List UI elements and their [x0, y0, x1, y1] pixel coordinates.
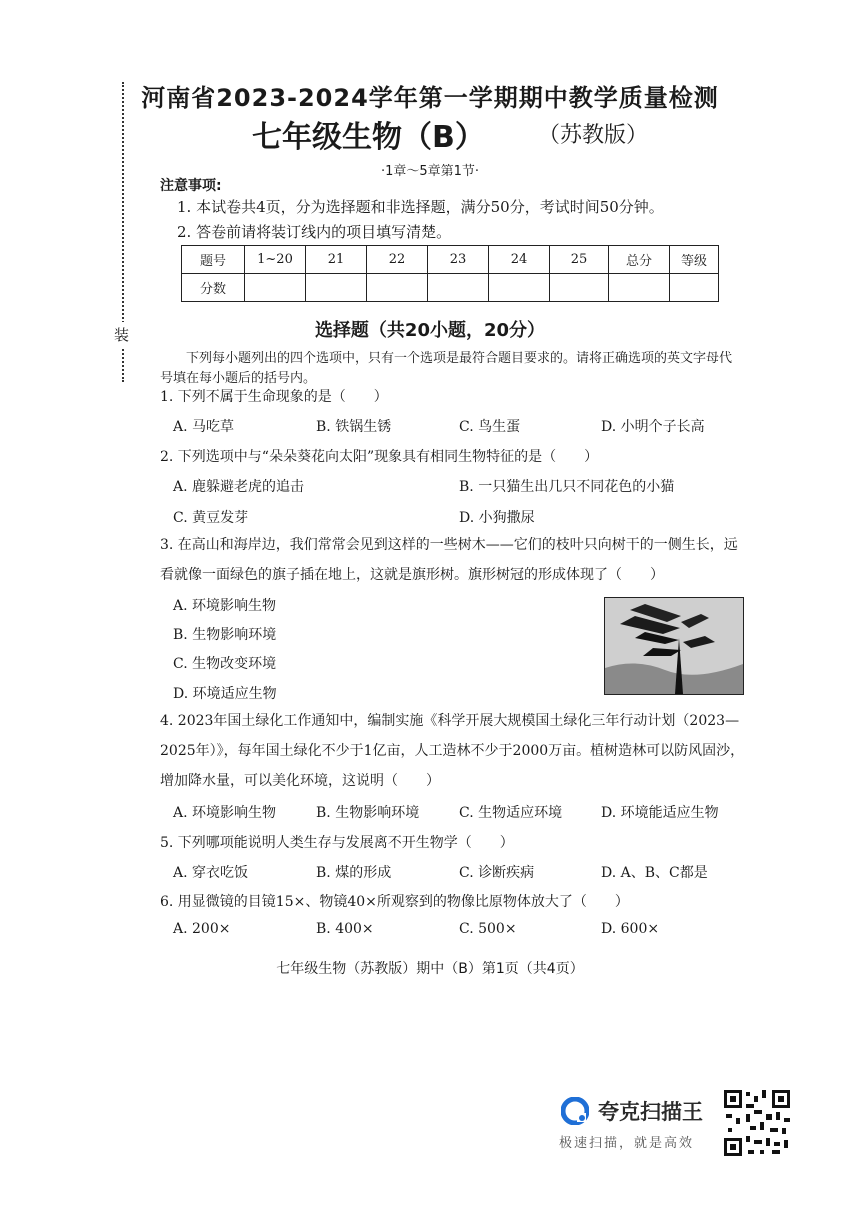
- score-header-cell: 25: [550, 246, 609, 274]
- score-table-header-row: [182, 246, 719, 274]
- question-option: A. 马吃草: [173, 419, 235, 435]
- score-header-cell: 24: [489, 246, 550, 274]
- score-header-cell: 等级: [670, 246, 719, 274]
- exam-title: 河南省2023-2024学年第一学期期中教学质量检测: [141, 84, 719, 112]
- question-option: D. 小明个子长高: [601, 419, 705, 435]
- flag-tree-image: [604, 597, 744, 695]
- score-table-score-row: [182, 274, 719, 302]
- score-cell[interactable]: [245, 274, 306, 302]
- question-stem: 6. 用显微镜的目镜15×、物镜40×所观察到的物像比原物体放大了（ ）: [160, 894, 629, 910]
- page-footer: 七年级生物（苏教版）期中（B）第1页（共4页）: [276, 961, 584, 977]
- question-option: D. 小狗撒尿: [459, 510, 535, 526]
- score-cell[interactable]: [550, 274, 609, 302]
- question-option: A. 穿衣吃饭: [173, 865, 249, 881]
- score-cell[interactable]: [489, 274, 550, 302]
- question-option: D. 600×: [601, 921, 660, 937]
- score-header-cell: 21: [306, 246, 367, 274]
- question-stem: 3. 在高山和海岸边，我们常常会见到这样的一些树木——它们的枝叶只向树干的一侧生长，远看就像一面绿色的旗子插在地上，这就是旗形树。旗形树冠的形成体现了（ ）: [160, 537, 738, 583]
- score-header-cell: 22: [367, 246, 428, 274]
- section-heading: 选择题（共20小题，20分）: [314, 320, 546, 341]
- score-cell[interactable]: [609, 274, 670, 302]
- score-cell[interactable]: [306, 274, 367, 302]
- question-option: C. 500×: [459, 921, 517, 937]
- question-option: D. 环境适应生物: [173, 686, 277, 702]
- question-option: B. 400×: [316, 921, 374, 937]
- question-option: C. 生物改变环境: [173, 656, 277, 672]
- section-instruction: 下列每小题列出的四个选项中，只有一个选项是最符合题目要求的。请将正确选项的英文字母代号填在每小题后的括号内。: [160, 351, 733, 386]
- question-stem: 5. 下列哪项能说明人类生存与发展离不开生物学（ ）: [160, 835, 514, 851]
- notice-heading: 注意事项:: [160, 178, 222, 194]
- score-header-cell: 总分: [609, 246, 670, 274]
- question-option: C. 诊断疾病: [459, 865, 535, 881]
- score-cell[interactable]: [670, 274, 719, 302]
- question-option: B. 生物影响环境: [173, 627, 277, 643]
- score-table: [181, 245, 719, 302]
- question-stem: 4. 2023年国土绿化工作通知中，编制实施《科学开展大规模国土绿化三年行动计划（2023—2025年）》，每年国土绿化不少于1亿亩，人工造林不少于2000万亩。植树造林可以防风固沙，增加降水量，可以美化环境，这说明（ ）: [160, 713, 745, 789]
- notice-item: 2. 答卷前请将装订线内的项目填写清楚。: [177, 223, 452, 241]
- qr-code-icon: [722, 1088, 792, 1158]
- question-option: B. 一只猫生出几只不同花色的小猫: [459, 479, 675, 495]
- question-option: D. 环境能适应生物: [601, 805, 719, 821]
- chapter-range: ·1章～5章第1节·: [380, 164, 480, 179]
- watermark-brand: 夸克扫描王: [598, 1100, 703, 1124]
- score-header-cell: 题号: [182, 246, 245, 274]
- score-header-cell: 23: [428, 246, 489, 274]
- question-option: C. 黄豆发芽: [173, 510, 249, 526]
- question-option: A. 200×: [173, 921, 231, 937]
- binding-label: 装: [114, 322, 129, 347]
- flag-tree-illustration: [605, 598, 743, 694]
- question-option: B. 铁锅生锈: [316, 419, 392, 435]
- score-row-label: 分数: [182, 274, 245, 302]
- score-cell[interactable]: [428, 274, 489, 302]
- question-option: A. 环境影响生物: [173, 805, 277, 821]
- exam-edition: （苏教版）: [538, 123, 649, 148]
- question-option: C. 生物适应环境: [459, 805, 563, 821]
- question-option: B. 煤的形成: [316, 865, 392, 881]
- question-option: A. 环境影响生物: [173, 598, 277, 614]
- score-header-cell: 1~20: [245, 246, 306, 274]
- question-option: D. A、B、C都是: [601, 865, 708, 881]
- score-cell[interactable]: [367, 274, 428, 302]
- notice-item: 1. 本试卷共4页，分为选择题和非选择题，满分50分，考试时间50分钟。: [177, 198, 664, 216]
- question-stem: 1. 下列不属于生命现象的是（ ）: [160, 389, 388, 405]
- question-option: B. 生物影响环境: [316, 805, 420, 821]
- quark-logo-icon: [561, 1097, 589, 1125]
- exam-subtitle: 七年级生物（B）: [252, 120, 485, 155]
- question-option: A. 鹿躲避老虎的追击: [173, 479, 305, 495]
- question-option: C. 鸟生蛋: [459, 419, 521, 435]
- question-stem: 2. 下列选项中与“朵朵葵花向太阳”现象具有相同生物特征的是（ ）: [160, 449, 599, 465]
- watermark-slogan: 极速扫描，就是高效: [559, 1136, 695, 1151]
